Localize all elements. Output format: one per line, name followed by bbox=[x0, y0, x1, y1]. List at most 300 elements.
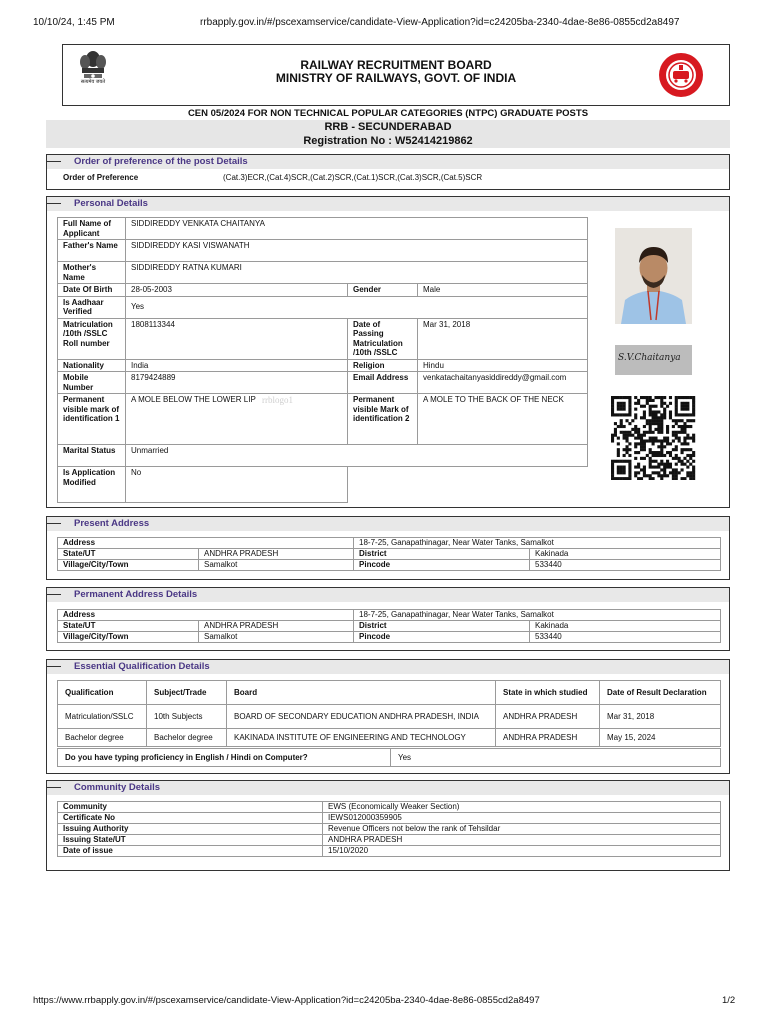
qr-module bbox=[623, 408, 626, 411]
qr-module bbox=[623, 471, 626, 474]
qr-module bbox=[617, 402, 620, 405]
qr-module bbox=[660, 422, 663, 425]
qr-module bbox=[654, 454, 657, 457]
qr-module bbox=[663, 402, 666, 405]
qr-module bbox=[620, 477, 623, 480]
cen-title: CEN 05/2024 FOR NON TECHNICAL POPULAR CATEGORIES (NTPC) GRADUATE POSTS bbox=[187, 108, 589, 119]
qr-module bbox=[634, 425, 637, 428]
qr-module bbox=[628, 474, 631, 477]
qr-module bbox=[611, 466, 614, 469]
qr-module bbox=[692, 413, 695, 416]
qr-module bbox=[686, 474, 689, 477]
qr-module bbox=[657, 425, 660, 428]
qr-module bbox=[681, 402, 684, 405]
qr-module bbox=[654, 422, 657, 425]
qr-module bbox=[672, 448, 675, 451]
qr-module bbox=[692, 460, 695, 463]
qr-module bbox=[637, 466, 640, 469]
qr-module bbox=[634, 471, 637, 474]
qr-module bbox=[678, 471, 681, 474]
qr-module bbox=[663, 463, 666, 466]
qr-module bbox=[686, 402, 689, 405]
qr-module bbox=[652, 431, 655, 434]
section-title: Permanent Address Details bbox=[74, 589, 198, 600]
qr-module bbox=[683, 396, 686, 399]
qr-module bbox=[623, 431, 626, 434]
qr-module bbox=[625, 451, 628, 454]
qr-module bbox=[628, 431, 631, 434]
personal-details-table bbox=[57, 217, 588, 503]
qr-module bbox=[611, 463, 614, 466]
qr-module bbox=[681, 425, 684, 428]
qr-module bbox=[634, 437, 637, 440]
qr-module bbox=[657, 431, 660, 434]
qr-module bbox=[669, 413, 672, 416]
qr-module bbox=[637, 402, 640, 405]
qr-module bbox=[640, 442, 643, 445]
qr-module bbox=[675, 434, 678, 437]
qr-module bbox=[675, 408, 678, 411]
qr-module bbox=[675, 402, 678, 405]
qr-module bbox=[692, 408, 695, 411]
qr-module bbox=[689, 419, 692, 422]
qr-module bbox=[692, 477, 695, 480]
qr-module bbox=[675, 471, 678, 474]
qr-module bbox=[689, 457, 692, 460]
qr-module bbox=[637, 437, 640, 440]
qr-module bbox=[666, 466, 669, 469]
railway-logo bbox=[658, 52, 704, 98]
qr-module bbox=[611, 460, 614, 463]
qr-module bbox=[692, 405, 695, 408]
qr-module bbox=[675, 431, 678, 434]
qr-module bbox=[634, 466, 637, 469]
qr-module bbox=[672, 425, 675, 428]
qr-module bbox=[683, 448, 686, 451]
qr-module bbox=[617, 396, 620, 399]
qr-module bbox=[689, 413, 692, 416]
qr-module bbox=[675, 454, 678, 457]
qr-module bbox=[654, 410, 657, 413]
qr-module bbox=[643, 471, 646, 474]
qr-module bbox=[623, 437, 626, 440]
qr-module bbox=[657, 454, 660, 457]
qr-module bbox=[660, 399, 663, 402]
qr-module bbox=[625, 419, 628, 422]
qr-module bbox=[649, 419, 652, 422]
signature-text: S.V.Chaitanya bbox=[618, 353, 681, 363]
qr-module bbox=[660, 402, 663, 405]
watermark-text: rrblogo1 bbox=[262, 395, 293, 405]
qr-module bbox=[637, 477, 640, 480]
qr-module bbox=[692, 439, 695, 442]
qr-module bbox=[686, 466, 689, 469]
qr-module bbox=[681, 431, 684, 434]
qr-module bbox=[683, 428, 686, 431]
qr-module bbox=[620, 425, 623, 428]
qr-module bbox=[646, 474, 649, 477]
qr-module bbox=[620, 466, 623, 469]
qr-module bbox=[663, 454, 666, 457]
qr-module bbox=[640, 439, 643, 442]
qr-module bbox=[634, 413, 637, 416]
qr-module bbox=[675, 419, 678, 422]
qr-module bbox=[681, 460, 684, 463]
qr-module bbox=[628, 448, 631, 451]
qr-module bbox=[617, 454, 620, 457]
qr-module bbox=[654, 405, 657, 408]
qr-module bbox=[611, 468, 614, 471]
table-row: Bachelor degree Bachelor degree KAKINADA INSTITUTE OF ENGINEERING AND TECHNOLOGY ANDHRA PRADESH May 15, 2024 bbox=[58, 729, 721, 747]
qr-module bbox=[637, 399, 640, 402]
qr-module bbox=[689, 396, 692, 399]
qr-module bbox=[617, 460, 620, 463]
permanent-address-table bbox=[57, 609, 721, 643]
qr-module bbox=[646, 396, 649, 399]
qr-module bbox=[678, 413, 681, 416]
qr-module bbox=[657, 466, 660, 469]
qualification-table bbox=[57, 680, 721, 747]
qr-code bbox=[610, 396, 696, 480]
table-row: State/UT ANDHRA PRADESH District Kakinada bbox=[58, 549, 721, 560]
qr-module bbox=[637, 451, 640, 454]
qr-module bbox=[692, 451, 695, 454]
qr-module bbox=[681, 428, 684, 431]
qr-module bbox=[652, 451, 655, 454]
table-row: Marital Status Unmarried bbox=[58, 445, 588, 467]
qr-module bbox=[614, 460, 617, 463]
qr-module bbox=[623, 460, 626, 463]
qr-module bbox=[625, 434, 628, 437]
qr-module bbox=[614, 434, 617, 437]
qr-module bbox=[663, 445, 666, 448]
qr-module bbox=[689, 437, 692, 440]
qr-module bbox=[649, 448, 652, 451]
qr-module bbox=[663, 468, 666, 471]
qr-module bbox=[628, 396, 631, 399]
qr-module bbox=[649, 410, 652, 413]
qr-module bbox=[678, 396, 681, 399]
qr-module bbox=[692, 471, 695, 474]
qr-module bbox=[657, 416, 660, 419]
qr-module bbox=[666, 451, 669, 454]
qr-module bbox=[675, 413, 678, 416]
qr-module bbox=[637, 431, 640, 434]
qr-module bbox=[625, 439, 628, 442]
qr-module bbox=[660, 474, 663, 477]
table-row: Date Of Birth 28-05-2003 Gender Male bbox=[58, 284, 588, 297]
qr-module bbox=[663, 466, 666, 469]
qr-module bbox=[652, 419, 655, 422]
qr-module bbox=[675, 410, 678, 413]
qr-module bbox=[657, 439, 660, 442]
qr-module bbox=[640, 396, 643, 399]
qr-module bbox=[611, 413, 614, 416]
qr-module bbox=[637, 471, 640, 474]
qr-module bbox=[660, 454, 663, 457]
qr-module bbox=[617, 408, 620, 411]
qr-module bbox=[628, 410, 631, 413]
qr-module bbox=[672, 419, 675, 422]
qr-module bbox=[654, 396, 657, 399]
qr-module bbox=[692, 454, 695, 457]
qr-module bbox=[652, 399, 655, 402]
qr-module bbox=[681, 451, 684, 454]
qr-module bbox=[640, 405, 643, 408]
qr-module bbox=[663, 413, 666, 416]
typing-proficiency-table bbox=[57, 748, 721, 767]
qr-module bbox=[681, 419, 684, 422]
print-page-number: 1/2 bbox=[722, 995, 736, 1006]
qr-module bbox=[654, 471, 657, 474]
table-row: Issuing State/UT ANDHRA PRADESH bbox=[58, 835, 721, 846]
qr-module bbox=[675, 437, 678, 440]
qr-module bbox=[657, 445, 660, 448]
qr-module bbox=[652, 439, 655, 442]
qr-module bbox=[620, 413, 623, 416]
qr-module bbox=[652, 466, 655, 469]
qr-module bbox=[675, 405, 678, 408]
qr-module bbox=[649, 408, 652, 411]
qr-module bbox=[640, 457, 643, 460]
qr-module bbox=[634, 396, 637, 399]
qr-module bbox=[660, 416, 663, 419]
emblem-motto: सत्यमेव जयते bbox=[80, 79, 106, 85]
qr-module bbox=[614, 422, 617, 425]
qr-module bbox=[634, 457, 637, 460]
qr-module bbox=[611, 437, 614, 440]
qr-module bbox=[628, 477, 631, 480]
qr-module bbox=[660, 431, 663, 434]
qr-module bbox=[672, 474, 675, 477]
qr-module bbox=[643, 448, 646, 451]
qr-module bbox=[640, 477, 643, 480]
qr-module bbox=[683, 457, 686, 460]
qr-module bbox=[657, 463, 660, 466]
qr-module bbox=[620, 405, 623, 408]
qr-module bbox=[686, 413, 689, 416]
qr-module bbox=[686, 454, 689, 457]
qr-module bbox=[660, 448, 663, 451]
qr-module bbox=[649, 460, 652, 463]
qr-module bbox=[649, 422, 652, 425]
qr-module bbox=[646, 454, 649, 457]
qr-module bbox=[634, 408, 637, 411]
qr-module bbox=[625, 448, 628, 451]
print-datetime: 10/10/24, 1:45 PM bbox=[33, 17, 115, 28]
qr-module bbox=[692, 474, 695, 477]
qr-module bbox=[672, 439, 675, 442]
qr-module bbox=[657, 419, 660, 422]
qr-module bbox=[617, 442, 620, 445]
qr-module bbox=[611, 410, 614, 413]
qr-module bbox=[611, 471, 614, 474]
qr-module bbox=[675, 399, 678, 402]
header-title-board: RAILWAY RECRUITMENT BOARD bbox=[300, 58, 492, 72]
qr-module bbox=[666, 460, 669, 463]
qr-module bbox=[686, 460, 689, 463]
qr-module bbox=[666, 474, 669, 477]
qr-module bbox=[617, 448, 620, 451]
qr-module bbox=[652, 416, 655, 419]
qr-module bbox=[628, 402, 631, 405]
qr-module bbox=[625, 477, 628, 480]
qr-module bbox=[623, 402, 626, 405]
qr-module bbox=[617, 477, 620, 480]
qr-module bbox=[625, 460, 628, 463]
qr-module bbox=[683, 413, 686, 416]
qr-module bbox=[660, 460, 663, 463]
qr-module bbox=[617, 451, 620, 454]
rrb-bar bbox=[46, 120, 730, 148]
qr-module bbox=[634, 428, 637, 431]
qr-module bbox=[611, 396, 614, 399]
qr-module bbox=[692, 419, 695, 422]
qr-module bbox=[669, 454, 672, 457]
qr-module bbox=[660, 439, 663, 442]
applicant-signature bbox=[615, 345, 692, 375]
qr-module bbox=[678, 460, 681, 463]
qr-module bbox=[634, 402, 637, 405]
qr-module bbox=[666, 431, 669, 434]
qr-module bbox=[663, 471, 666, 474]
qr-module bbox=[628, 460, 631, 463]
qr-module bbox=[675, 396, 678, 399]
qr-module bbox=[623, 434, 626, 437]
qr-module bbox=[628, 422, 631, 425]
qr-module bbox=[634, 431, 637, 434]
qr-module bbox=[625, 445, 628, 448]
qr-module bbox=[683, 405, 686, 408]
qr-module bbox=[628, 468, 631, 471]
qr-module bbox=[652, 477, 655, 480]
qr-module bbox=[686, 405, 689, 408]
qr-module bbox=[686, 434, 689, 437]
section-title: Essential Qualification Details bbox=[74, 661, 210, 672]
qr-module bbox=[620, 396, 623, 399]
qr-module bbox=[640, 437, 643, 440]
qr-module bbox=[649, 477, 652, 480]
qr-module bbox=[652, 422, 655, 425]
qr-module bbox=[654, 437, 657, 440]
qr-module bbox=[683, 422, 686, 425]
qr-module bbox=[643, 431, 646, 434]
qr-module bbox=[611, 402, 614, 405]
qr-module bbox=[657, 451, 660, 454]
qr-module bbox=[683, 431, 686, 434]
qr-module bbox=[675, 477, 678, 480]
qr-module bbox=[666, 425, 669, 428]
section-title: Present Address bbox=[74, 518, 150, 529]
qr-module bbox=[628, 399, 631, 402]
qr-module bbox=[620, 422, 623, 425]
qr-module bbox=[646, 439, 649, 442]
section-title: Personal Details bbox=[74, 198, 148, 209]
qr-module bbox=[634, 474, 637, 477]
qr-module bbox=[692, 399, 695, 402]
qr-module bbox=[628, 454, 631, 457]
qr-module bbox=[623, 454, 626, 457]
qr-module bbox=[669, 451, 672, 454]
qr-module bbox=[675, 474, 678, 477]
qr-module bbox=[681, 396, 684, 399]
qr-module bbox=[681, 448, 684, 451]
qr-module bbox=[623, 396, 626, 399]
qr-module bbox=[686, 425, 689, 428]
qr-module bbox=[649, 439, 652, 442]
qr-module bbox=[617, 471, 620, 474]
qr-module bbox=[652, 437, 655, 440]
qr-module bbox=[678, 437, 681, 440]
qr-module bbox=[683, 402, 686, 405]
qr-module bbox=[611, 405, 614, 408]
qr-module bbox=[623, 413, 626, 416]
qr-module bbox=[614, 431, 617, 434]
qr-module bbox=[669, 396, 672, 399]
qr-module bbox=[654, 460, 657, 463]
qr-module bbox=[620, 419, 623, 422]
indian-railways-logo-icon bbox=[658, 52, 704, 98]
table-row: Is Aadhaar Verified Yes bbox=[58, 296, 588, 318]
qr-module bbox=[678, 425, 681, 428]
qr-module bbox=[675, 457, 678, 460]
section-title: Order of preference of the post Details bbox=[74, 156, 248, 167]
qr-module bbox=[652, 460, 655, 463]
table-row: Matriculation/SSLC 10th Subjects BOARD OF SECONDARY EDUCATION ANDHRA PRADESH, INDIA ANDHRA PRADESH Mar 31, 2018 bbox=[58, 705, 721, 729]
qr-module bbox=[640, 434, 643, 437]
qr-module bbox=[649, 425, 652, 428]
qr-module bbox=[649, 399, 652, 402]
qr-module bbox=[628, 442, 631, 445]
qr-module bbox=[678, 439, 681, 442]
qr-module bbox=[654, 439, 657, 442]
qr-module bbox=[654, 413, 657, 416]
qr-module bbox=[657, 422, 660, 425]
qr-module bbox=[657, 396, 660, 399]
qr-module bbox=[681, 442, 684, 445]
qr-module bbox=[620, 468, 623, 471]
qr-module bbox=[666, 442, 669, 445]
table-row: Date of issue 15/10/2020 bbox=[58, 846, 721, 857]
qr-module bbox=[640, 468, 643, 471]
qr-module bbox=[686, 408, 689, 411]
table-row: State/UT ANDHRA PRADESH District Kakinada bbox=[58, 621, 721, 632]
qr-module bbox=[666, 437, 669, 440]
qr-module bbox=[617, 405, 620, 408]
qr-module bbox=[643, 445, 646, 448]
qr-module bbox=[620, 408, 623, 411]
qr-module bbox=[660, 477, 663, 480]
applicant-photo bbox=[615, 228, 692, 324]
qr-module bbox=[643, 413, 646, 416]
qr-module bbox=[649, 431, 652, 434]
print-url: rrbapply.gov.in/#/pscexamservice/candidate-View-Application?id=c24205ba-2340-4dae-8e86-0855cd2a8497 bbox=[200, 17, 680, 28]
qr-module bbox=[675, 422, 678, 425]
qr-module bbox=[628, 413, 631, 416]
qr-module bbox=[669, 416, 672, 419]
qr-module bbox=[628, 434, 631, 437]
qr-module bbox=[672, 457, 675, 460]
qr-module bbox=[654, 451, 657, 454]
table-header-row: Qualification Subject/Trade Board State in which studied Date of Result Declaration bbox=[58, 681, 721, 705]
qr-module bbox=[669, 466, 672, 469]
table-row: Address 18-7-25, Ganapathinagar, Near Water Tanks, Samalkot bbox=[58, 610, 721, 621]
qr-module bbox=[683, 442, 686, 445]
qr-module bbox=[675, 445, 678, 448]
table-row: Issuing Authority Revenue Officers not below the rank of Tehsildar bbox=[58, 824, 721, 835]
qr-module bbox=[643, 468, 646, 471]
table-row: Village/City/Town Samalkot Pincode 533440 bbox=[58, 560, 721, 571]
